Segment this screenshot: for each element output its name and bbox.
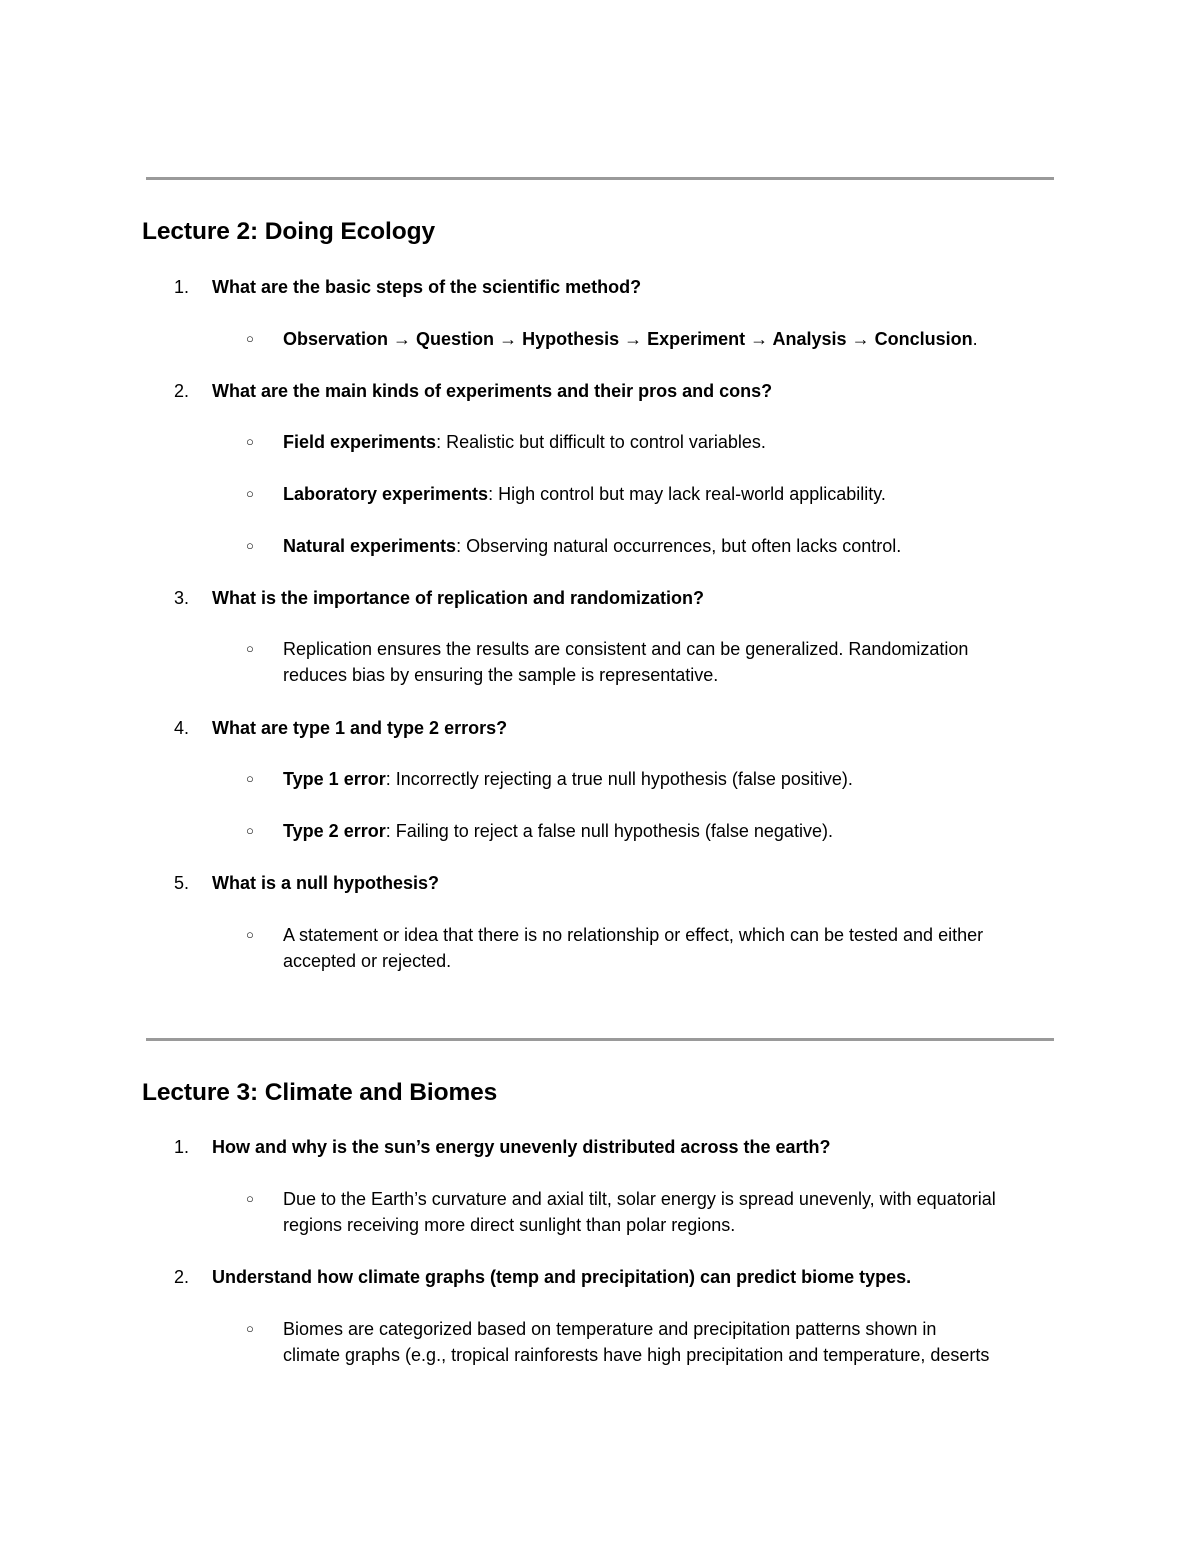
question-item <box>174 587 704 609</box>
answer-detail: : Observing natural occurrences, but often lacks control. <box>456 536 902 556</box>
bullet-icon: ○ <box>246 538 254 553</box>
answer-term: Type 2 error <box>283 821 386 841</box>
answer-line: regions receiving more direct sunlight than polar regions. <box>283 1215 736 1235</box>
bullet-icon: ○ <box>246 823 254 838</box>
section-heading: Lecture 3: Climate and Biomes <box>142 1079 498 1106</box>
answer-term: Field experiments <box>283 432 437 452</box>
answer-line: Biomes are categorized based on temperature and precipitation patterns shown in <box>283 1319 937 1339</box>
answer-item <box>246 326 1066 352</box>
answer-line: climate graphs (e.g., tropical rainforests have high precipitation and temperature, deserts <box>283 1345 990 1365</box>
arrow: → <box>846 329 875 349</box>
arrow: → <box>619 329 648 349</box>
answer-line: Replication ensures the results are consistent and can be generalized. Randomization <box>283 639 969 659</box>
answer-text <box>283 533 1066 559</box>
question-text: What are type 1 and type 2 errors? <box>212 718 508 738</box>
answer-term: Type 1 error <box>283 769 386 789</box>
bullet-icon: ○ <box>246 331 254 346</box>
question-text: How and why is the sun’s energy unevenly distributed across the earth? <box>212 1137 831 1157</box>
question-item <box>174 872 439 894</box>
answer-item <box>246 636 1066 688</box>
bullet-icon: ○ <box>246 434 254 449</box>
answer-term: Natural experiments <box>283 536 457 556</box>
question-item <box>174 717 507 739</box>
question-number: 3. <box>174 588 190 608</box>
question-number: 1. <box>174 1137 190 1157</box>
answer-line: Due to the Earth’s curvature and axial tilt, solar energy is spread unevenly, with equatorial <box>283 1189 996 1209</box>
answer-item <box>246 818 1066 844</box>
section-heading: Lecture 2: Doing Ecology <box>142 218 435 245</box>
section-divider <box>146 177 1054 180</box>
question-number: 4. <box>174 718 190 738</box>
answer-line: accepted or rejected. <box>283 951 452 971</box>
question-text: What are the main kinds of experiments and their pros and cons? <box>212 381 773 401</box>
question-item <box>174 380 772 402</box>
answer-text <box>283 818 1066 844</box>
answer-text <box>283 922 1066 974</box>
question-text: What is a null hypothesis? <box>212 873 440 893</box>
answer-line: A statement or idea that there is no relationship or effect, which can be tested and either <box>283 925 984 945</box>
bullet-icon: ○ <box>246 641 254 656</box>
question-item <box>174 1266 911 1288</box>
bullet-icon: ○ <box>246 771 254 786</box>
bullet-icon: ○ <box>246 927 254 942</box>
answer-text <box>283 766 1066 792</box>
answer-item <box>246 1186 1066 1238</box>
answer-text <box>283 481 1066 507</box>
arrow: → <box>388 329 417 349</box>
answer-item <box>246 766 1066 792</box>
step-experiment: Experiment <box>647 329 746 349</box>
step-analysis: Analysis <box>772 329 847 349</box>
answer-detail: : Realistic but difficult to control variables. <box>436 432 766 452</box>
step-question: Question <box>416 329 495 349</box>
arrow: → <box>745 329 773 349</box>
answer-detail: : High control but may lack real-world applicability. <box>488 484 886 504</box>
answer-item <box>246 481 1066 507</box>
bullet-icon: ○ <box>246 486 254 501</box>
step-observation: Observation <box>283 329 389 349</box>
answer-text <box>283 1186 1066 1238</box>
question-text: Understand how climate graphs (temp and precipitation) can predict biome types. <box>212 1267 912 1287</box>
arrow: → <box>494 329 523 349</box>
answer-detail: : Incorrectly rejecting a true null hypothesis (false positive). <box>385 769 853 789</box>
period: . <box>972 329 978 349</box>
question-number: 5. <box>174 873 190 893</box>
question-number: 2. <box>174 381 190 401</box>
answer-detail: : Failing to reject a false null hypothesis (false negative). <box>385 821 833 841</box>
answer-item <box>246 922 1066 974</box>
bullet-icon: ○ <box>246 1191 254 1206</box>
answer-text <box>283 326 1066 352</box>
step-conclusion: Conclusion <box>874 329 973 349</box>
answer-line: reduces bias by ensuring the sample is representative. <box>283 665 719 685</box>
answer-text <box>283 429 1066 455</box>
answer-text <box>283 636 1066 688</box>
bullet-icon: ○ <box>246 1321 254 1336</box>
answer-term: Laboratory experiments <box>283 484 489 504</box>
question-number: 1. <box>174 277 190 297</box>
section-divider <box>146 1038 1054 1041</box>
question-number: 2. <box>174 1267 190 1287</box>
answer-item <box>246 429 1066 455</box>
question-text: What are the basic steps of the scientific method? <box>212 277 642 297</box>
question-item <box>174 276 641 298</box>
answer-item <box>246 533 1066 559</box>
answer-text <box>283 1316 1066 1368</box>
question-text: What is the importance of replication and randomization? <box>212 588 705 608</box>
answer-item <box>246 1316 1066 1368</box>
question-item <box>174 1136 830 1158</box>
step-hypothesis: Hypothesis <box>522 329 620 349</box>
